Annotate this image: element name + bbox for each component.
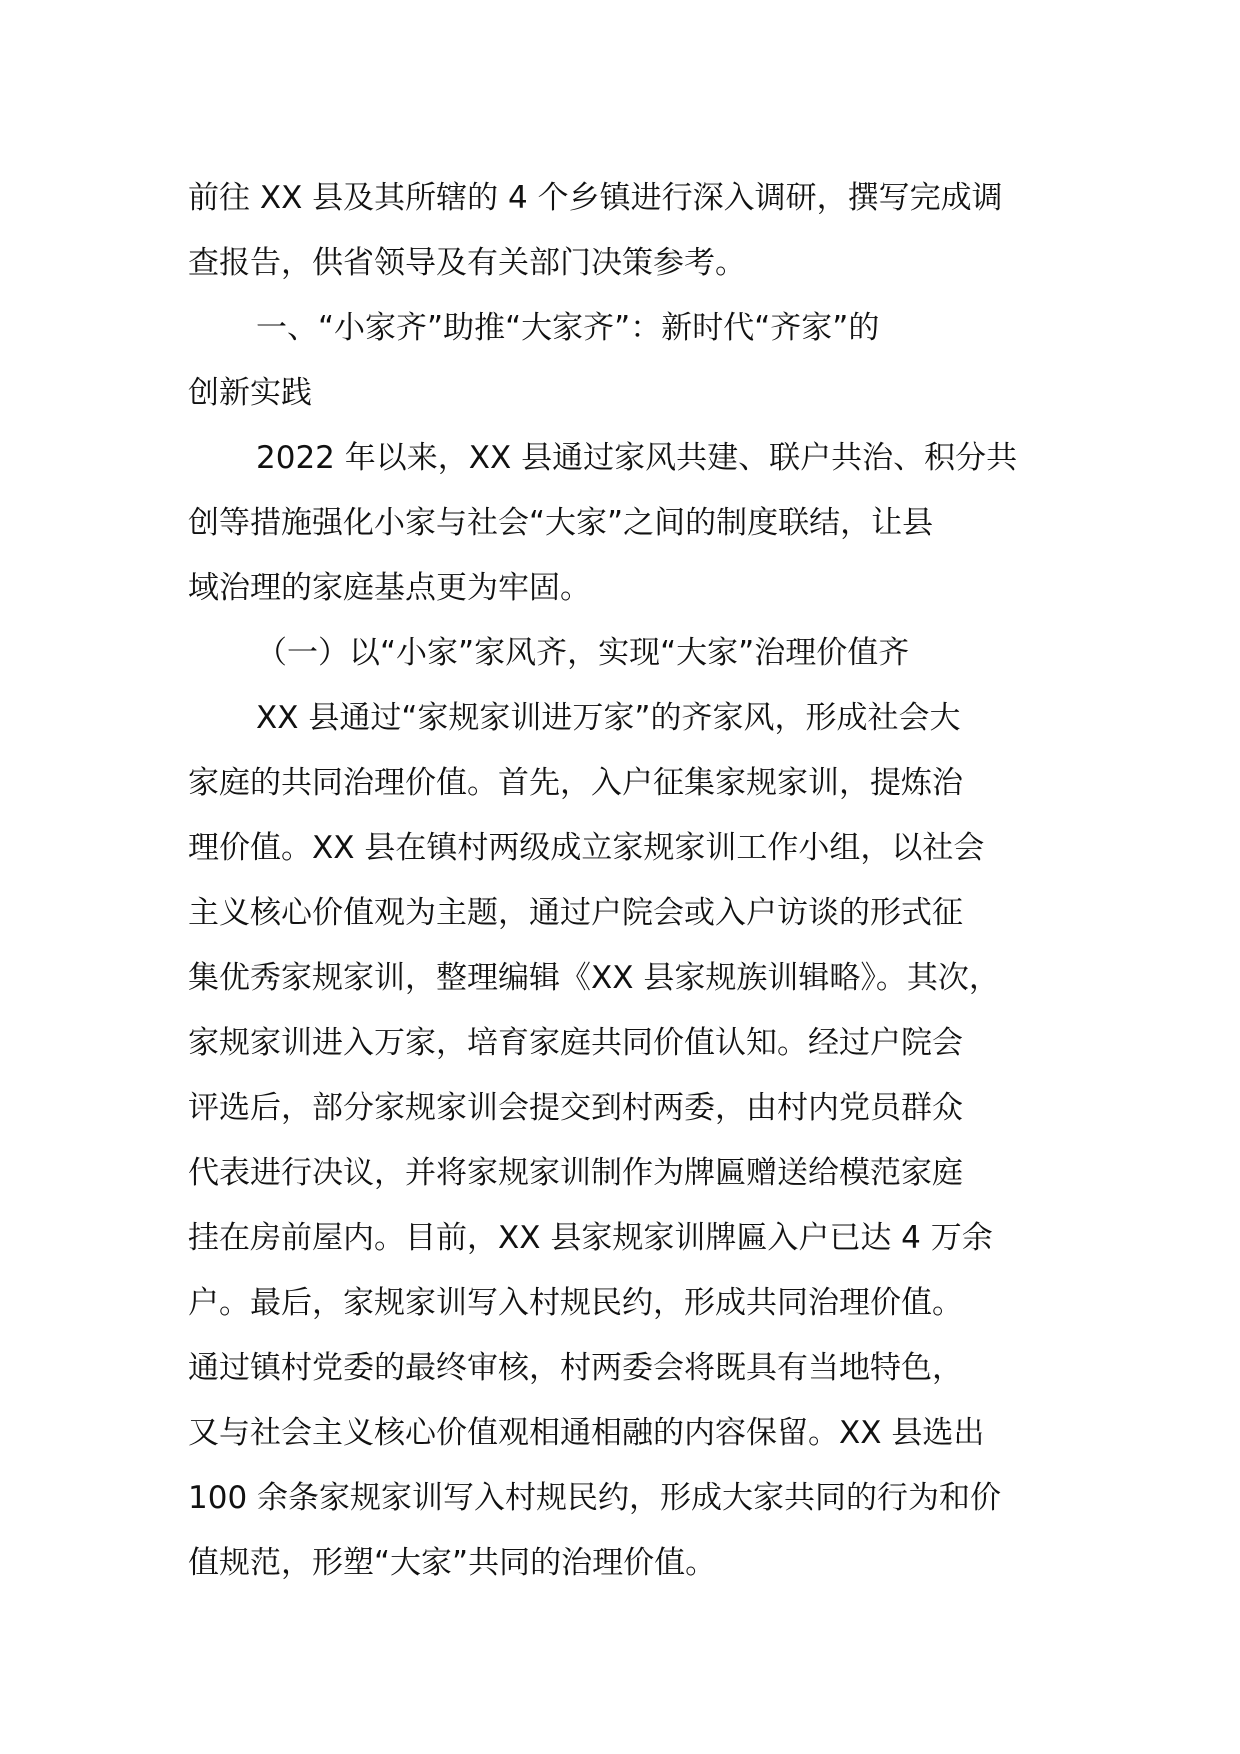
- text-line: 挂在房前屋内。目前，XX 县家规家训牌匾入户已达 4 万余: [188, 1220, 993, 1256]
- text-line: 2022 年以来，XX 县通过家风共建、联户共治、积分共: [256, 440, 1018, 476]
- text-line: 域治理的家庭基点更为牢固。: [188, 570, 591, 606]
- text-line: 评选后，部分家规家训会提交到村两委，由村内党员群众: [188, 1090, 963, 1126]
- text-line: 一、“小家齐”助推“大家齐”：新时代“齐家”的: [256, 310, 880, 346]
- text-line: 值规范，形塑“大家”共同的治理价值。: [188, 1545, 717, 1581]
- text-line: 又与社会主义核心价值观相通相融的内容保留。XX 县选出: [188, 1415, 985, 1451]
- text-line: 创等措施强化小家与社会“大家”之间的制度联结，让县: [188, 505, 934, 541]
- text-line: 户。最后，家规家训写入村规民约，形成共同治理价值。: [188, 1285, 963, 1321]
- text-line: 理价值。XX 县在镇村两级成立家规家训工作小组，以社会: [188, 830, 985, 866]
- text-line: 家庭的共同治理价值。首先，入户征集家规家训，提炼治: [188, 765, 963, 801]
- text-line: 查报告，供省领导及有关部门决策参考。: [188, 245, 746, 281]
- text-line: 前往 XX 县及其所辖的 4 个乡镇进行深入调研，撰写完成调: [188, 180, 1003, 216]
- text-line: （一）以“小家”家风齐，实现“大家”治理价值齐: [256, 635, 910, 671]
- text-line: 代表进行决议，并将家规家训制作为牌匾赠送给模范家庭: [188, 1155, 963, 1191]
- text-line: XX 县通过“家规家训进万家”的齐家风，形成社会大: [256, 700, 961, 736]
- document-body: [188, 166, 1058, 1596]
- text-line: 集优秀家规家训，整理编辑《XX 县家规族训辑略》。其次，: [188, 960, 1000, 996]
- text-line: 100 余条家规家训写入村规民约，形成大家共同的行为和价: [188, 1480, 1002, 1516]
- text-line: 主义核心价值观为主题，通过户院会或入户访谈的形式征: [188, 895, 963, 931]
- text-line: 创新实践: [188, 375, 312, 411]
- text-line: 通过镇村党委的最终审核，村两委会将既具有当地特色，: [188, 1350, 963, 1386]
- text-line: 家规家训进入万家，培育家庭共同价值认知。经过户院会: [188, 1025, 963, 1061]
